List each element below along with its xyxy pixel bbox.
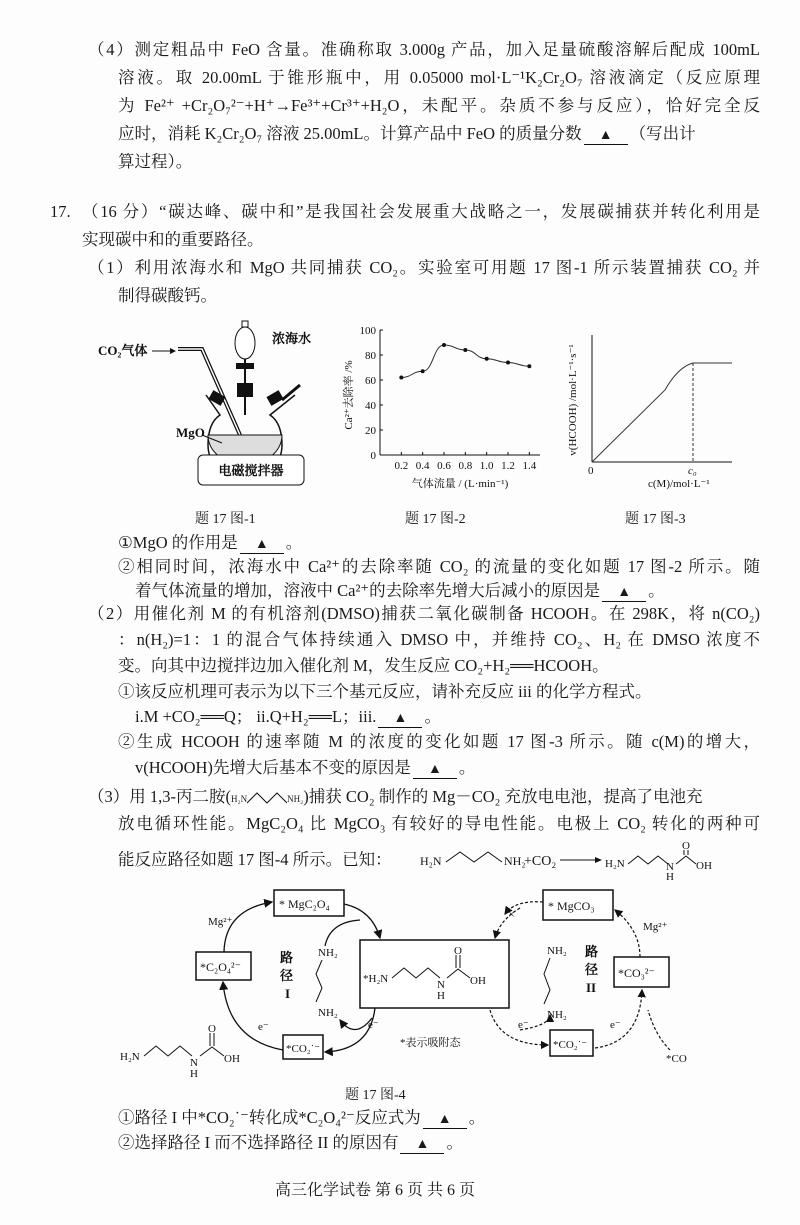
propanediamine-chain (247, 791, 287, 805)
answer-blank[interactable]: ▲ (584, 128, 628, 145)
q17-2-line-3: 变。向其中边搅拌边加入催化剂 M，发生反应 CO₂+H₂══HCOOH。 (118, 656, 609, 675)
q17-3-q1-text: ①路径 I 中*CO₂˙⁻转化成*C₂O₄²⁻反应式为 (118, 1108, 421, 1127)
fig3-chart (560, 315, 750, 495)
q17-2-q1-equations (135, 706, 441, 728)
period: 。 (458, 758, 476, 777)
q17-2-line-1: （2）用催化剂 M 的有机溶剂(DMSO)捕获二氧化碳制备 HCOOH。在 298K，将 n(CO₂) (88, 604, 760, 623)
period: 。 (424, 707, 441, 726)
route-label-char: 径 (280, 968, 294, 983)
n-label: N (190, 1057, 198, 1069)
route-label-char: II (586, 980, 597, 995)
nh2-label: NH₂ (504, 854, 526, 868)
q16-4-text: 应时，消耗 K₂Cr₂O₇ 溶液 25.00mL。计算产品中 FeO 的质量分数 (118, 124, 582, 143)
dropping-funnel (235, 327, 255, 359)
data-point (485, 357, 489, 361)
mgco3-label: * MgCO₃ (548, 899, 595, 913)
period: 。 (648, 581, 665, 600)
co2-label: *CO₂˙⁻ (553, 1039, 588, 1051)
data-point (442, 343, 446, 347)
o-label: O (208, 1023, 216, 1035)
x-tick-label: 0.2 (394, 460, 409, 472)
q17-1-q1 (118, 532, 302, 554)
q17-3-line-3: 能反应路径如题 17 图-4 所示。已知： (118, 850, 392, 869)
oh-label: OH (696, 860, 712, 872)
q17-3-q2 (118, 1132, 463, 1154)
electron-label: e⁻ (518, 1019, 529, 1031)
x-tick-label: 1.4 (522, 460, 537, 472)
y-tick-label: 20 (365, 425, 376, 437)
q17-number: 17. (50, 202, 71, 221)
stirrer-label: 电磁搅拌器 (218, 463, 284, 478)
x-tick-label: 1.0 (479, 460, 494, 472)
gas-inlet-tube (178, 349, 240, 435)
arrow-diamine-return (325, 920, 360, 946)
co3-label: *CO₃²⁻ (618, 966, 655, 980)
data-point (527, 364, 531, 368)
box-co2-radical-right (550, 1030, 593, 1056)
x-tick-label: 0.8 (458, 460, 473, 472)
arrow-co-input (648, 1010, 670, 1050)
answer-blank[interactable]: ▲ (602, 585, 646, 602)
q17-1-q2-text: 着气体流量的增加，溶液中 Ca²⁺的去除率先增大后减小的原因是 (135, 581, 601, 600)
q16-4-line-1: （4）测定粗品中 FeO 含量。准确称取 3.000g 产品，加入足量硫酸溶解后配成 100mL (88, 40, 760, 59)
diamine-right (544, 945, 567, 1021)
q17-3-line-1 (88, 786, 703, 810)
x-axis-label: 气体流量 / (L·min⁻¹) (411, 478, 509, 490)
q17-1-q2-line-1: ②相同时间，浓海水中 Ca²⁺的去除率随 CO₂ 的流量的变化如题 17 图-2 所示。随 (118, 557, 760, 576)
route-label-char: I (285, 986, 291, 1001)
answer-blank[interactable]: ▲ (378, 711, 422, 728)
data-point (463, 348, 467, 352)
q16-4-text-end: （写出计 (629, 124, 696, 143)
electron-label: e⁻ (258, 1021, 269, 1033)
period: 。 (285, 533, 303, 552)
h2n-label: H₂N (605, 858, 625, 870)
y-axis-label: v(HCOOH) /mol·L⁻¹·s⁻¹ (567, 344, 579, 456)
arrow-co3-to-mgco3 (615, 910, 640, 957)
q16-4-line-2: 溶液。取 20.00mL 于锥形瓶中，用 0.05000 mol·L⁻¹K₂Cr₂O₇ 溶液滴定（反应原理 (118, 68, 760, 87)
q17-1-line-2: 制得碳酸钙。 (118, 286, 217, 305)
electron-label: e⁻ (368, 1019, 379, 1031)
h-label: H (437, 990, 445, 1002)
y-tick-label: 80 (365, 350, 376, 362)
h2n-label: H₂N (120, 1051, 140, 1063)
x-axis-label: c(M)/mol·L⁻¹ (648, 478, 710, 490)
mgo-label: MgO (176, 425, 205, 440)
route-label-char: 径 (585, 962, 599, 977)
adsorbed-note: *表示吸附态 (400, 1037, 461, 1049)
q17-1-line-1: （1）利用浓海水和 MgO 共同捕获 CO₂。实验室可用题 17 图-1 所示装置捕获 CO₂ 并 (88, 258, 760, 277)
data-point (399, 376, 403, 380)
period: 。 (446, 1133, 463, 1152)
box-co2-radical-left (283, 1035, 323, 1059)
blocked-x-mark: × (508, 907, 515, 921)
oh-label: OH (470, 975, 486, 987)
co2-gas-label: CO₂气体 (98, 343, 148, 358)
o-label: O (454, 945, 462, 957)
q17-2-line-2: ：n(H₂)=1：1 的混合气体持续通入 DMSO 中，并维持 CO₂、H₂ 在 DMSO 浓度不 (118, 630, 760, 649)
seawater-label: 浓海水 (272, 331, 312, 346)
y-tick-label: 60 (365, 375, 376, 387)
q16-4-line-3: 为 Fe²⁺ +Cr₂O₇²⁻+H⁺→Fe³⁺+Cr³⁺+H₂O，未配平。杂质不参与反应），恰好完全反 (118, 96, 760, 115)
nh2-label: NH₂ (547, 1009, 567, 1021)
data-point (421, 369, 425, 373)
nh2-label: NH₂ (287, 794, 304, 804)
rate-curve (592, 363, 732, 462)
x-tick-label: 0.4 (415, 460, 430, 472)
route-label-char: 路 (585, 944, 599, 959)
box-mgc2o4 (274, 890, 344, 916)
c0-label: c₀ (688, 465, 697, 477)
y-tick-label: 0 (370, 450, 376, 462)
q17-1-q1-text: ①MgO 的作用是 (118, 533, 238, 552)
equations-text: i.M +CO₂══Q； ii.Q+H₂══L；iii. (135, 707, 377, 726)
box-co3 (614, 957, 669, 987)
origin-label: 0 (588, 465, 594, 477)
q16-4-line-5: 算过程）。 (118, 152, 193, 171)
q16-4-line-4 (118, 123, 696, 145)
co-label: *CO (666, 1053, 687, 1065)
fig2-caption: 题 17 图-2 (405, 512, 466, 527)
route-2-label (584, 944, 598, 995)
h-label: H (190, 1068, 198, 1080)
o-label: O (682, 840, 690, 852)
carbamic-acid-molecule (120, 1023, 240, 1080)
q17-2-q2-line-1: ②生成 HCOOH 的速率随 M 的浓度的变化如题 17 图-3 所示。随 c(M)的增大， (118, 732, 760, 751)
plus-co2: +CO₂ (524, 854, 557, 869)
data-point (506, 361, 510, 365)
oh-label: OH (224, 1053, 240, 1065)
q17-3-q2-text: ②选择路径 I 而不选择路径 II 的原因有 (118, 1133, 399, 1152)
q17-1-q2-line-2 (135, 580, 665, 602)
fig2-chart (340, 315, 550, 495)
q17-intro-line-2: 实现碳中和的重要路径。 (82, 230, 264, 249)
fig3-caption: 题 17 图-3 (625, 512, 686, 527)
nh2-label: NH₂ (547, 945, 567, 957)
mg-ion-label: Mg²⁺ (643, 921, 668, 933)
n-label: N (666, 861, 674, 873)
q17-intro-line-1: （16 分）“碳达峰、碳中和”是我国社会发展重大战略之一，发展碳捕获并转化利用是 (82, 202, 760, 221)
box-carbamic-acid (360, 940, 509, 1008)
n-label: N (437, 979, 445, 991)
q17-2-q1: ①该反应机理可表示为以下三个基元反应，请补充反应 iii 的化学方程式。 (118, 682, 652, 701)
nh2-label: NH₂ (318, 947, 338, 959)
h2n-label: H₂N (420, 854, 442, 868)
co2-label: *CO₂˙⁻ (286, 1043, 321, 1055)
nh2-label: NH₂ (318, 1007, 338, 1019)
q17-3-line-2: 放电循环性能。MgC₂O₄ 比 MgCO₃ 有较好的导电性能。电极上 CO₂ 转化的两种可 (118, 814, 760, 833)
fig4-caption: 题 17 图-4 (345, 1088, 406, 1103)
answer-blank[interactable]: ▲ (413, 762, 457, 779)
x-tick-label: 1.2 (501, 460, 515, 472)
electron-label: e⁻ (610, 1019, 621, 1031)
q17-2-q2-line-2 (135, 757, 475, 779)
q17-3-q1 (118, 1107, 485, 1129)
answer-blank[interactable]: ▲ (423, 1112, 467, 1129)
route-1-label (279, 950, 293, 1001)
route-label-char: 路 (280, 950, 294, 965)
y-tick-label: 100 (359, 325, 376, 337)
period: 。 (468, 1108, 486, 1127)
q17-3-text: （3）用 1,3-丙二胺( (88, 787, 231, 806)
answer-blank[interactable]: ▲ (400, 1137, 444, 1154)
diamine-left (316, 947, 338, 1019)
mg-ion-label: Mg²⁺ (208, 916, 233, 928)
arrow-co2-to-c2o4 (223, 982, 283, 1050)
h2n-label: *H₂N (363, 973, 389, 985)
x-tick-label: 0.6 (437, 460, 451, 472)
box-c2o4 (196, 952, 251, 980)
h2n-label: H₂N (231, 794, 248, 804)
mgc2o4-label: * MgC₂O₄ (279, 897, 330, 911)
fig1-caption: 题 17 图-1 (195, 512, 256, 527)
fig4-diagram (0, 870, 800, 1085)
page-footer: 高三化学试卷 第 6 页 共 6 页 (275, 1182, 476, 1199)
c2o4-label: *C₂O₄²⁻ (200, 960, 241, 974)
h-label: H (666, 871, 674, 883)
answer-blank[interactable]: ▲ (240, 537, 284, 554)
q17-3-text-cont: )捕获 CO₂ 制作的 Mg－CO₂ 充放电电池，提高了电池充 (303, 787, 703, 806)
q17-2-q2-text: v(HCOOH)先增大后基本不变的原因是 (135, 758, 411, 777)
fig1-apparatus (90, 315, 320, 495)
y-axis-label: Ca²⁺去除率 /% (343, 360, 355, 430)
box-mgco3 (543, 890, 613, 920)
y-tick-label: 40 (365, 400, 376, 412)
